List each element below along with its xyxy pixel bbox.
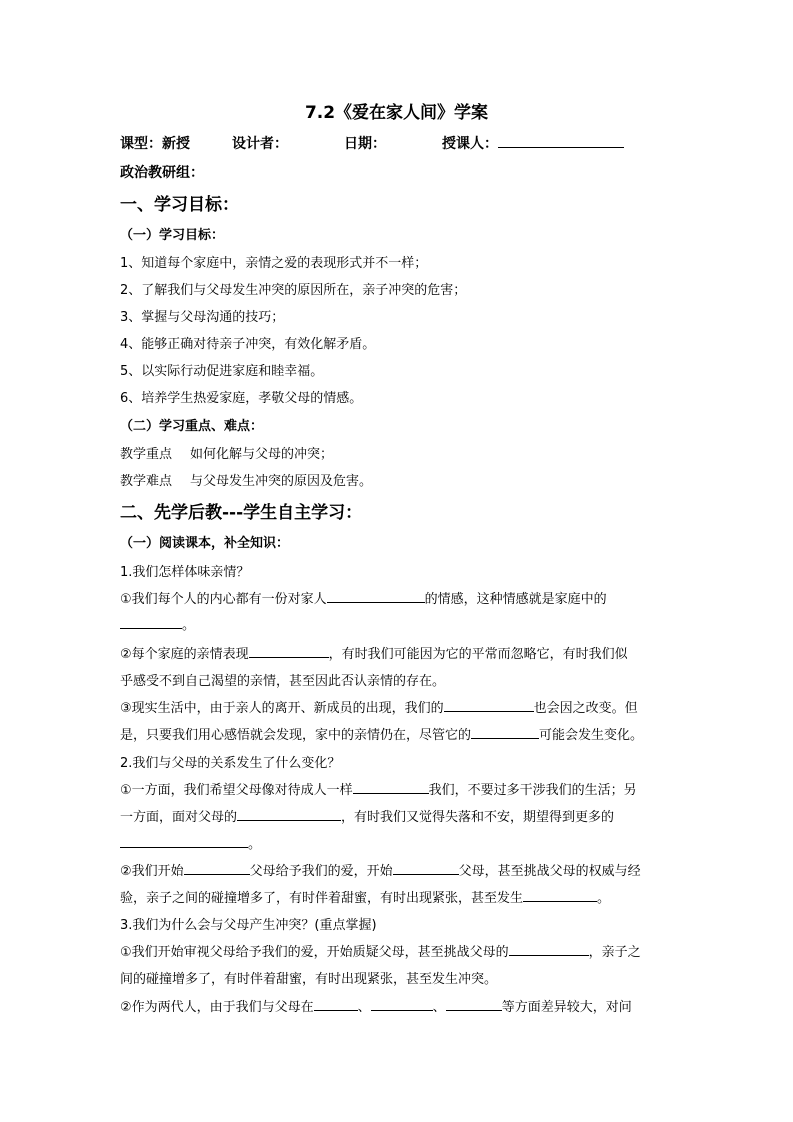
fill-blank <box>184 862 250 875</box>
teacher-label: 授课人： <box>442 133 498 153</box>
fill-blank <box>444 699 534 712</box>
section-2-sub-1: （一）阅读课本，补全知识： <box>120 536 290 551</box>
q1b-line-2: 乎感受不到自己渴望的亲情，甚至因此否认亲情的存在。 <box>120 674 446 689</box>
fill-blank <box>353 781 429 794</box>
goal-item: 4、能够正确对待亲子冲突，有效化解矛盾。 <box>120 337 376 352</box>
goal-item: 5、以实际行动促进家庭和睦幸福。 <box>120 364 324 379</box>
q2b-line: ②我们开始 父母给予我们的爱，开始 父母，甚至挑战父母的权威与经 <box>120 864 641 879</box>
q1a-line-2: 。 <box>120 614 680 633</box>
goal-item: 3、掌握与父母沟通的技巧； <box>120 310 285 325</box>
q2a-line-3: 。 <box>120 833 680 852</box>
question-3: 3.我们为什么会与父母产生冲突？(重点掌握) <box>120 918 377 933</box>
section-1-heading: 一、学习目标： <box>120 195 239 215</box>
fill-blank <box>523 889 597 902</box>
fill-blank <box>314 998 358 1011</box>
fill-blank <box>393 862 459 875</box>
goal-item: 2、了解我们与父母发生冲突的原因所在，亲子冲突的危害； <box>120 283 467 298</box>
question-1: 1.我们怎样体味亲情？ <box>120 565 250 580</box>
date-label: 日期： <box>344 136 386 152</box>
section-1-sub-2: （二）学习重点、难点： <box>120 419 264 434</box>
fill-blank <box>471 726 539 739</box>
fill-blank <box>371 998 433 1011</box>
meta-row <box>120 133 680 153</box>
fill-blank <box>120 835 248 848</box>
section-2-heading: 二、先学后教---学生自主学习： <box>120 503 363 523</box>
q2b-line-2: 验，亲子之间的碰撞增多了，有时伴着甜蜜，有时出现紧张，甚至发生 。 <box>120 891 611 906</box>
designer-label: 设计者： <box>232 136 288 152</box>
key-point-text: 如何化解与父母的冲突； <box>190 447 334 462</box>
difficulty-text: 与父母发生冲突的原因及危害。 <box>190 474 373 489</box>
difficulty-row <box>120 470 680 489</box>
key-point-label: 教学重点 <box>120 447 173 462</box>
group-label: 政治教研组： <box>120 165 204 181</box>
difficulty-label: 教学难点 <box>120 474 173 489</box>
fill-blank <box>327 590 425 603</box>
q1b-line: ②每个家庭的亲情表现 ，有时我们可能因为它的平常而忽略它，有时我们似 <box>120 647 628 662</box>
q1a-line: ①我们每个人的内心都有一份对家人 的情感，这种情感就是家庭中的 <box>120 592 607 607</box>
fill-blank <box>446 998 502 1011</box>
q1c-line: ③现实生活中，由于亲人的离开、新成员的出现，我们的 也会因之改变。但 <box>120 701 638 716</box>
q3b-line: ②作为两代人，由于我们与父母在 、 、 等方面差异较大，对问 <box>120 1000 632 1015</box>
q3a-line-2: 间的碰撞增多了，有时伴着甜蜜，有时出现紧张，甚至发生冲突。 <box>120 972 498 987</box>
fill-blank <box>237 808 341 821</box>
fill-blank <box>249 645 329 658</box>
goal-item: 6、培养学生热爱家庭，孝敬父母的情感。 <box>120 391 363 406</box>
fill-blank <box>120 616 182 629</box>
goal-item: 1、知道每个家庭中，亲情之爱的表现形式并不一样； <box>120 256 428 271</box>
fill-blank <box>509 943 589 956</box>
teacher-blank <box>498 133 624 148</box>
q3a-line: ①我们开始审视父母给予我们的爱，开始质疑父母，甚至挑战父母的 ，亲子之 <box>120 945 641 960</box>
page-title: 7.2《爱在家人间》学案 <box>304 103 489 123</box>
q2a-line: ①一方面，我们希望父母像对待成人一样 我们，不要过多干涉我们的生活；另 <box>120 783 637 798</box>
q2a-line-2: 一方面，面对父母的 ，有时我们又觉得失落和不安，期望得到更多的 <box>120 810 615 825</box>
q1c-line-2: 是，只要我们用心感悟就会发现，家中的亲情仍在，尽管它的 可能会发生变化。 <box>120 728 644 743</box>
course-type: 课型：新授 <box>120 136 190 152</box>
section-1-sub-1: （一）学习目标： <box>120 228 225 243</box>
key-point-row <box>120 443 680 462</box>
question-2: 2.我们与父母的关系发生了什么变化？ <box>120 756 341 771</box>
